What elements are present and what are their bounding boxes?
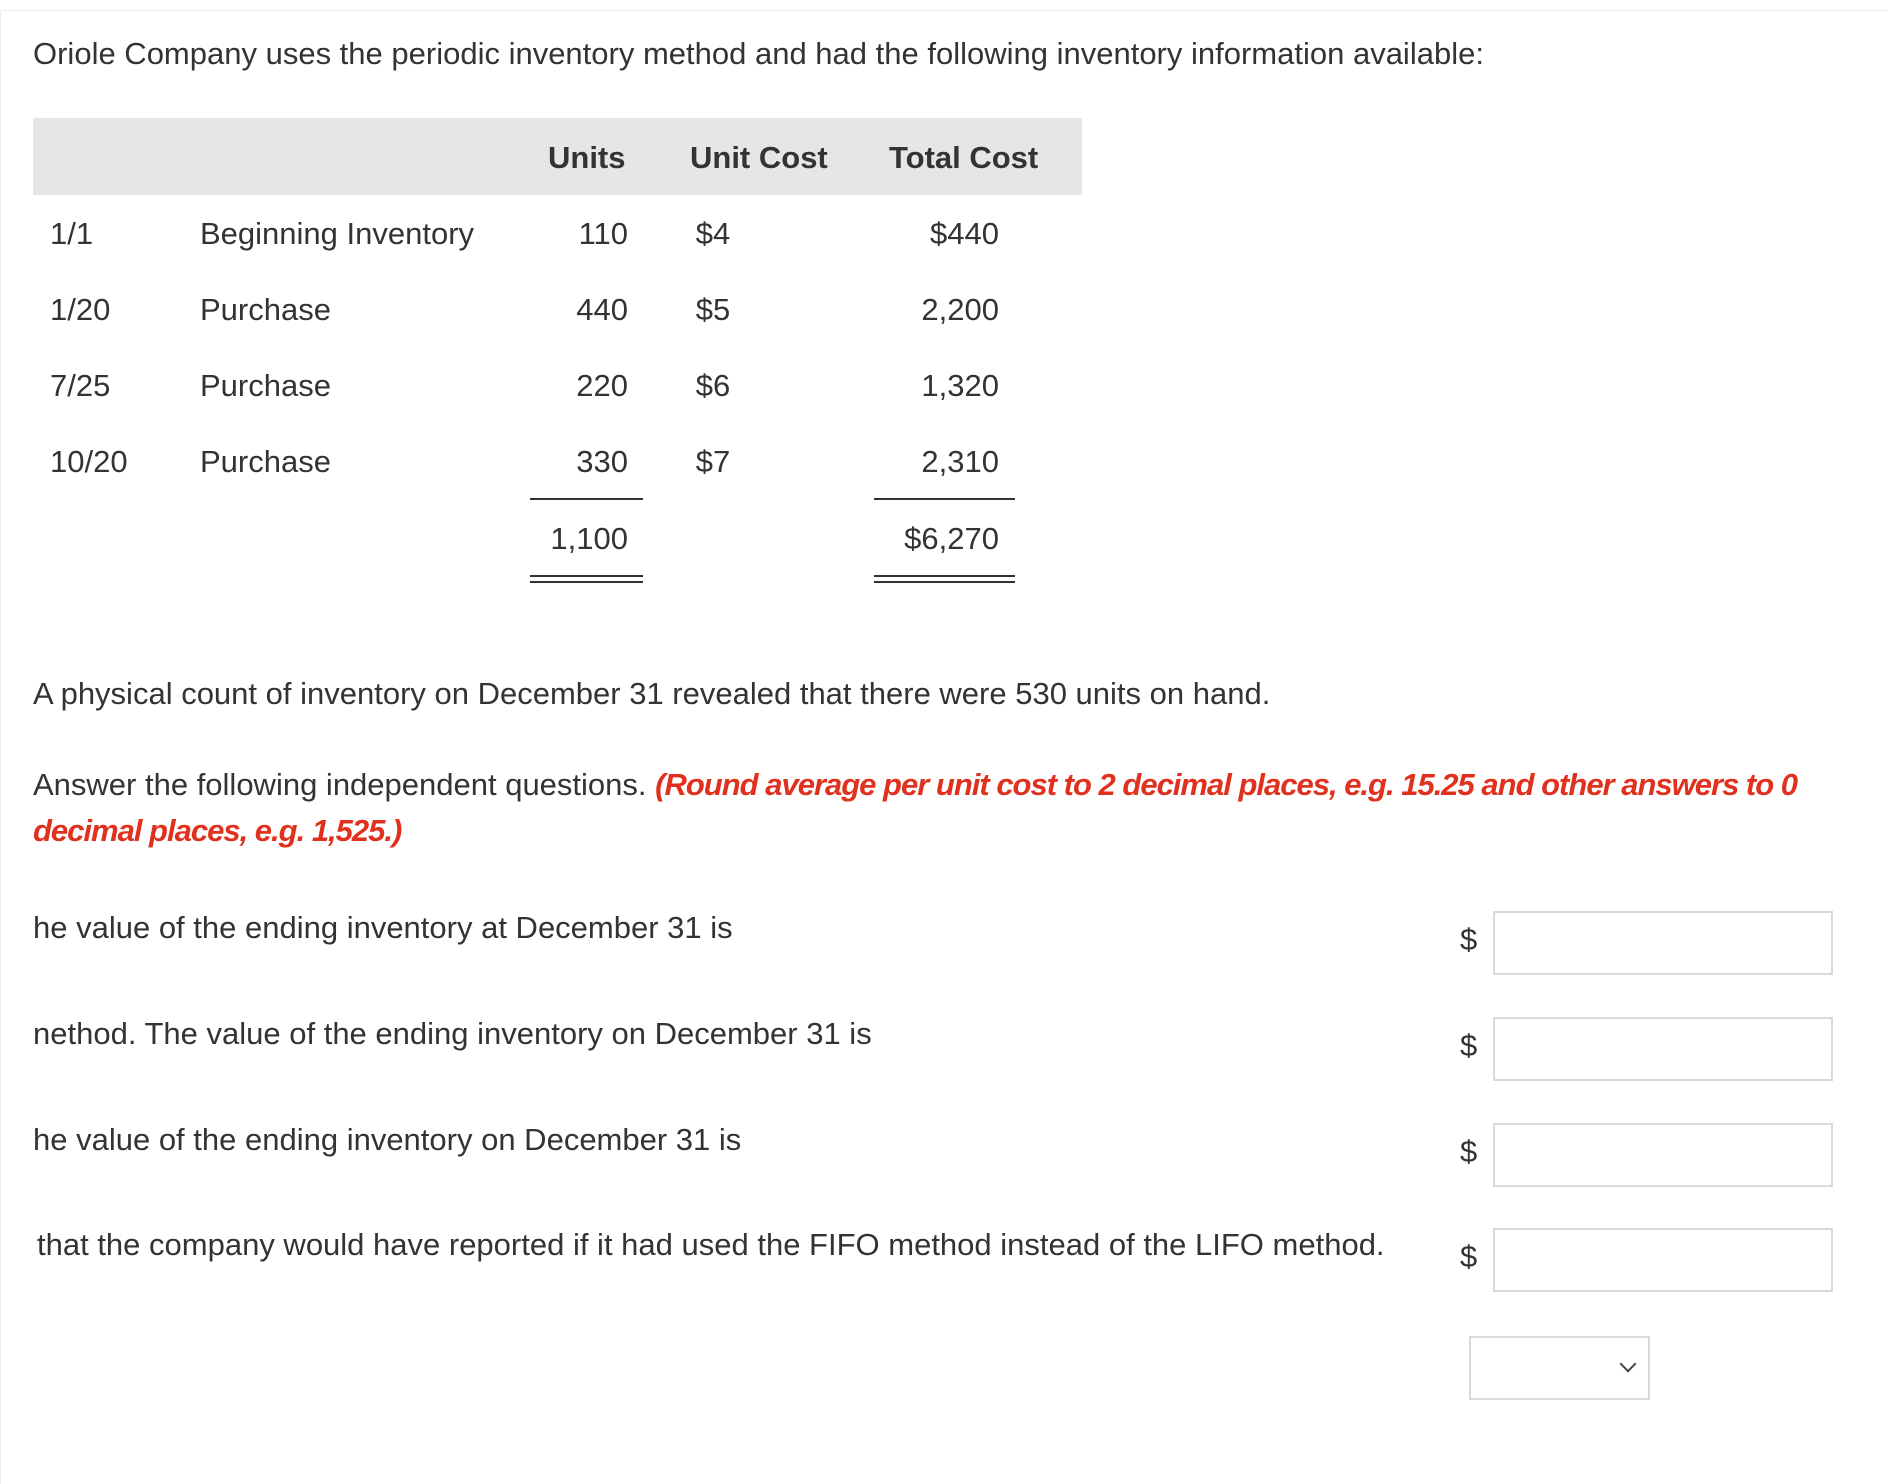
- row-date: 1/1: [50, 216, 94, 251]
- row-units: 220: [576, 368, 628, 403]
- row-units: 330: [576, 444, 628, 479]
- question-text: nethod. The value of the ending inventory on December 31 is: [33, 1016, 872, 1051]
- total-cost: $6,270: [904, 521, 999, 556]
- header-unit-cost: Unit Cost: [690, 140, 828, 175]
- currency-symbol: $: [1460, 1239, 1478, 1274]
- chevron-down-icon: [1620, 1356, 1637, 1373]
- currency-symbol: $: [1460, 1134, 1478, 1169]
- currency-symbol: $: [1460, 922, 1478, 957]
- row-units: 440: [576, 292, 628, 327]
- rounding-note: (Round average per unit cost to 2 decimal places, e.g. 15.25 and other answers to 0 decimal places, e.g. 1,525.): [33, 767, 1798, 848]
- answer-input[interactable]: [1493, 1228, 1833, 1292]
- header-units: Units: [548, 140, 626, 175]
- answer-input[interactable]: [1493, 911, 1833, 975]
- row-description: Purchase: [200, 292, 331, 327]
- total-units: 1,100: [550, 521, 628, 556]
- row-units: 110: [578, 216, 628, 251]
- units-total-double-rule: [530, 575, 643, 583]
- physical-count-text: A physical count of inventory on December 31 revealed that there were 530 units on hand.: [33, 676, 1271, 711]
- instructions: [33, 762, 1863, 854]
- row-total-cost: 2,310: [921, 444, 999, 479]
- question-text: that the company would have reported if it had used the FIFO method instead of the LIFO method.: [37, 1227, 1385, 1262]
- row-date: 7/25: [50, 368, 111, 403]
- row-date: 1/20: [50, 292, 111, 327]
- row-unit-cost: $4: [695, 216, 731, 251]
- row-total-cost: 1,320: [921, 368, 999, 403]
- row-description: Purchase: [200, 368, 331, 403]
- row-date: 10/20: [50, 444, 128, 479]
- row-description: Purchase: [200, 444, 331, 479]
- question-text: he value of the ending inventory at December 31 is: [33, 910, 733, 945]
- instructions-lead: Answer the following independent questions.: [33, 767, 647, 802]
- row-description: Beginning Inventory: [200, 216, 475, 251]
- method-dropdown[interactable]: [1469, 1336, 1650, 1400]
- header-total-cost: Total Cost: [889, 140, 1039, 175]
- row-total-cost: 2,200: [921, 292, 999, 327]
- cost-subtotal-rule: [874, 498, 1015, 500]
- row-unit-cost: $6: [695, 368, 731, 403]
- answer-input[interactable]: [1493, 1017, 1833, 1081]
- intro-text: Oriole Company uses the periodic inventory method and had the following inventory information available:: [33, 36, 1484, 71]
- currency-symbol: $: [1460, 1028, 1478, 1063]
- units-subtotal-rule: [530, 498, 643, 500]
- row-unit-cost: $7: [695, 444, 731, 479]
- question-text: he value of the ending inventory on December 31 is: [33, 1122, 742, 1157]
- cost-total-double-rule: [874, 575, 1015, 583]
- row-total-cost: $440: [930, 216, 999, 251]
- row-unit-cost: $5: [695, 292, 731, 327]
- answer-input[interactable]: [1493, 1123, 1833, 1187]
